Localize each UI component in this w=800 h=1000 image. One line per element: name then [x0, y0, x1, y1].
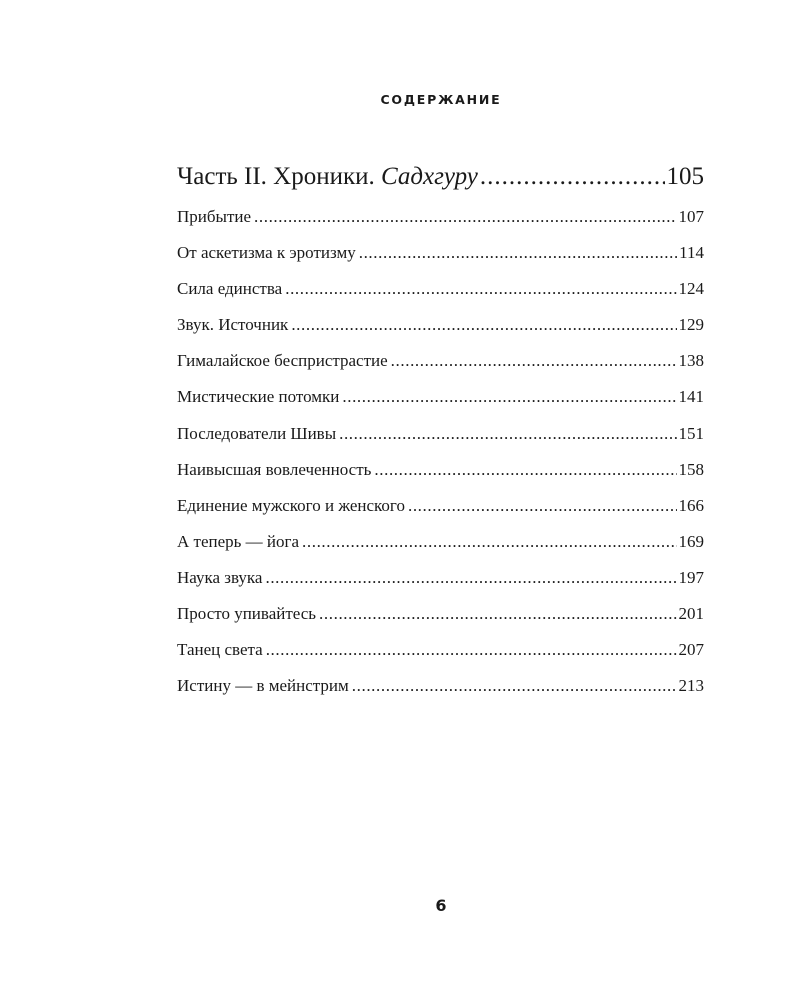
toc-entry [177, 640, 704, 660]
entry-title: Звук. Источник [177, 315, 289, 334]
entry-page-number: 107 [678, 207, 704, 226]
entry-title: А теперь — йога [177, 532, 300, 551]
entry-title: Танец света [177, 640, 263, 659]
toc-entry [177, 351, 704, 371]
toc-entry [177, 315, 704, 335]
dot-leader [374, 460, 676, 480]
entry-page-number: 141 [678, 387, 704, 406]
entry-title: Последователи Шивы [177, 424, 337, 443]
entry-title: Гималайское беспристрастие [177, 351, 388, 370]
entry-title: Сила единства [177, 279, 283, 298]
toc-entry [177, 676, 704, 696]
dot-leader [302, 532, 676, 552]
toc-entry [177, 387, 704, 407]
entry-page-number: 129 [678, 315, 704, 334]
dot-leader [266, 640, 677, 660]
entry-title: Единение мужского и женского [177, 496, 405, 515]
dot-leader [265, 568, 676, 588]
entry-page-number: 158 [678, 460, 704, 479]
toc-entry [177, 207, 704, 227]
entry-title: Наука звука [177, 568, 263, 587]
toc-entry [177, 279, 704, 299]
dot-leader [285, 279, 676, 299]
part-label: Часть II. Хроники. [177, 163, 375, 190]
toc-entry [177, 568, 704, 588]
toc-entry [177, 532, 704, 552]
entry-title: Прибытие [177, 207, 252, 226]
toc-entry [177, 496, 704, 516]
page-number: 6 [435, 896, 447, 915]
toc-entry [177, 243, 704, 263]
entry-title: От аскетизма к эротизму [177, 243, 356, 262]
entry-page-number: 207 [678, 640, 704, 659]
entry-page-number: 197 [678, 568, 704, 587]
entry-title: Просто упивайтесь [177, 604, 317, 623]
toc-entry [177, 424, 704, 444]
entry-page-number: 124 [678, 279, 704, 298]
page-header: СОДЕРЖАНИЕ [380, 92, 502, 107]
toc-part-heading [177, 163, 704, 191]
entry-page-number: 169 [678, 532, 704, 551]
part-title [177, 163, 478, 191]
entry-page-number: 114 [679, 243, 704, 262]
entry-title: Истину — в мейнстрим [177, 676, 349, 695]
entry-page-number: 138 [678, 351, 704, 370]
toc-entry [177, 604, 704, 624]
entry-page-number: 166 [678, 496, 704, 515]
dot-leader [391, 351, 677, 371]
dot-leader [408, 496, 677, 516]
entry-page-number: 201 [678, 604, 704, 623]
dot-leader [291, 315, 676, 335]
dot-leader [352, 676, 677, 696]
dot-leader [254, 207, 676, 227]
toc-entry [177, 460, 704, 480]
dot-leader [342, 387, 676, 407]
part-page-number: 105 [666, 163, 704, 190]
dot-leader [339, 424, 676, 444]
entry-title: Наивысшая вовлеченность [177, 460, 372, 479]
entry-page-number: 151 [678, 424, 704, 443]
entry-title: Мистические потомки [177, 387, 340, 406]
entry-page-number: 213 [678, 676, 704, 695]
part-subtitle: Садхгуру [381, 163, 478, 190]
dot-leader [480, 163, 665, 191]
dot-leader [319, 604, 676, 624]
dot-leader [359, 243, 677, 263]
